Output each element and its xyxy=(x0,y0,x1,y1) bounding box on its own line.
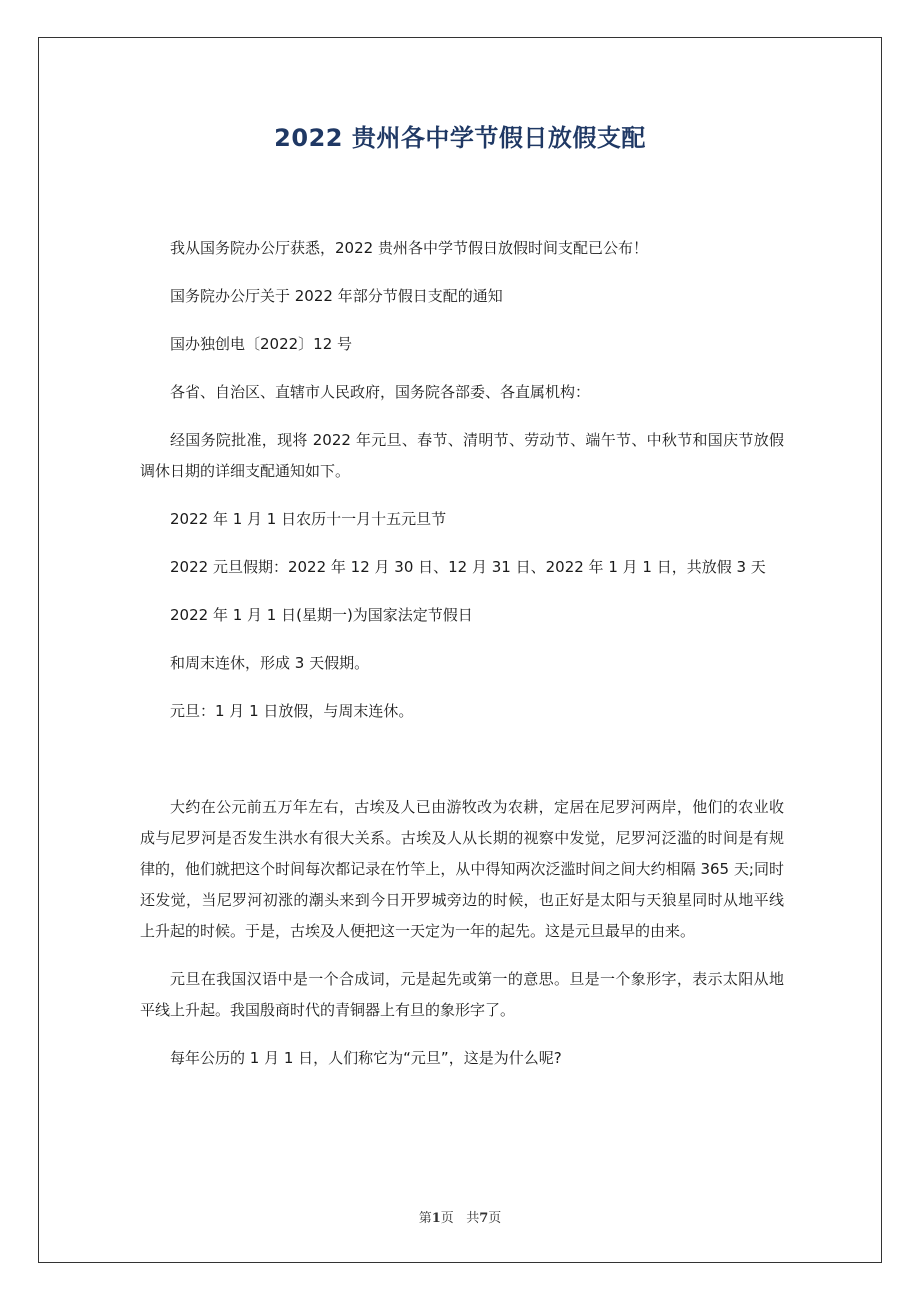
footer-current-page: 1 xyxy=(431,1211,441,1226)
paragraph: 每年公历的 1 月 1 日，人们称它为“元旦”，这是为什么呢? xyxy=(170,1049,562,1067)
footer-page-mid: 页 共 xyxy=(440,1211,480,1226)
paragraph: 我从国务院办公厅获悉，2022 贵州各中学节假日放假时间支配已公布！ xyxy=(170,239,648,257)
paragraph: 经国务院批准，现将 2022 年元旦、春节、清明节、劳动节、端午节、中秋节和国庆节放假调休日期的详细支配通知如下。 xyxy=(140,431,784,480)
footer-page-prefix: 第 xyxy=(418,1211,432,1226)
paragraph: 元旦在我国汉语中是一个合成词，元是起先或第一的意思。旦是一个象形字，表示太阳从地平线上升起。我国殷商时代的青铜器上有旦的象形字了。 xyxy=(140,970,784,1019)
page-footer xyxy=(0,1207,920,1226)
document-body xyxy=(140,240,784,1098)
footer-total-pages: 7 xyxy=(479,1211,489,1226)
paragraph: 和周末连休，形成 3 天假期。 xyxy=(170,654,370,672)
paragraph: 各省、自治区、直辖市人民政府，国务院各部委、各直属机构： xyxy=(170,383,591,401)
footer-page-suffix: 页 xyxy=(488,1211,502,1226)
paragraph: 2022 元旦假期：2022 年 12 月 30 日、12 月 31 日、2022 年 1 月 1 日，共放假 3 天 xyxy=(170,558,766,576)
paragraph: 2022 年 1 月 1 日农历十一月十五元旦节 xyxy=(170,510,447,528)
paragraph: 元旦：1 月 1 日放假，与周末连休。 xyxy=(170,702,414,720)
paragraph: 国办独创电〔2022〕12 号 xyxy=(170,335,353,353)
paragraph: 2022 年 1 月 1 日(星期一)为国家法定节假日 xyxy=(170,606,473,624)
document-title: 2022 贵州各中学节假日放假支配 xyxy=(274,124,646,152)
paragraph: 大约在公元前五万年左右，古埃及人已由游牧改为农耕，定居在尼罗河两岸，他们的农业收成与尼罗河是否发生洪水有很大关系。古埃及人从长期的视察中发觉，尼罗河泛滥的时间是有规律的，他们就把这个时间每次都记录在竹竿上，从中得知两次泛滥时间之间大约相隔 365 天;同时还发觉，当尼罗河初涨的潮头来到今日开罗城旁边的时候，也正好是太阳与天狼星同时从地平线上升起的时候。于是，古埃及人便把这一天定为一年的起先。这是元旦最早的由来。 xyxy=(140,798,784,940)
paragraph: 国务院办公厅关于 2022 年部分节假日支配的通知 xyxy=(170,287,503,305)
